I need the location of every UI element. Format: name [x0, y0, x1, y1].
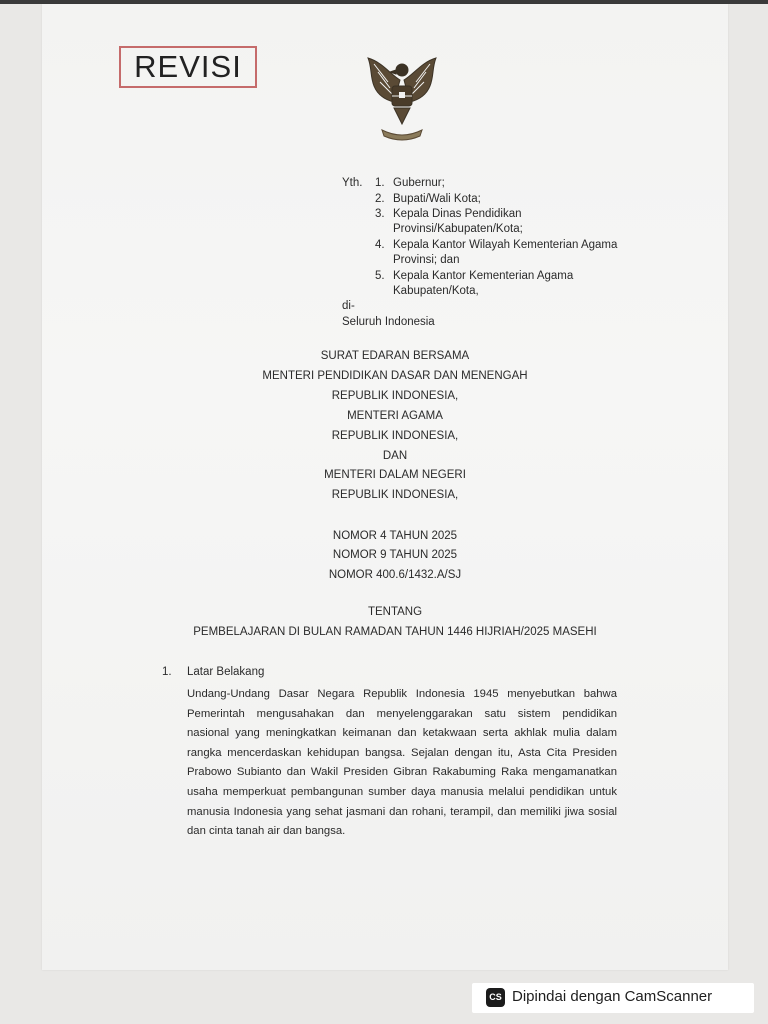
addressee-line: Gubernur;: [393, 177, 445, 189]
location-prefix: di-: [342, 300, 355, 312]
addressee-num: 1.: [375, 177, 385, 189]
body-line: Prabowo Subianto dan Wakil Presiden Gibran Rakabuming Raka mengamanatkan: [187, 766, 617, 779]
heading-line: REPUBLIK INDONESIA,: [331, 390, 459, 402]
decree-number: NOMOR 4 TAHUN 2025: [332, 530, 458, 542]
heading-line: MENTERI DALAM NEGERI: [324, 469, 466, 481]
revisi-stamp: REVISI: [119, 46, 257, 88]
body-line: dan cinta tanah air dan bangsa.: [187, 825, 346, 838]
body-line: usaha memperkuat pembangunan sumber daya manusia melalui pendidikan untuk: [187, 785, 617, 798]
addressee-num: 2.: [375, 193, 385, 205]
addressee-line: Provinsi; dan: [393, 254, 460, 266]
camscanner-label: Dipindai dengan CamScanner: [512, 988, 713, 1005]
addressee-line: Provinsi/Kabupaten/Kota;: [393, 223, 523, 235]
section-body: [187, 685, 617, 842]
addressee-line: Kepala Kantor Kementerian Agama: [393, 270, 574, 282]
body-line: manusia Indonesia yang sehat jasmani dan rohani, terampil, dan memiliki jiwa sosial: [187, 805, 617, 818]
heading-line: REPUBLIK INDONESIA,: [331, 430, 459, 442]
addressee-num: 3.: [375, 208, 385, 220]
decree-number: NOMOR 9 TAHUN 2025: [332, 549, 458, 561]
heading-line: MENTERI PENDIDIKAN DASAR DAN MENENGAH: [262, 370, 528, 382]
section-title: Latar Belakang: [187, 666, 265, 678]
heading-line: SURAT EDARAN BERSAMA: [320, 350, 470, 362]
section-number: 1.: [162, 666, 172, 678]
addressee-line: Bupati/Wali Kota;: [393, 193, 481, 205]
garuda-emblem-icon: [360, 52, 444, 144]
addressee-line: Kepala Dinas Pendidikan: [393, 208, 522, 220]
about-label: TENTANG: [367, 606, 423, 618]
body-line: rangka mencerdaskan kehidupan bangsa. Sejalan dengan itu, Asta Cita Presiden: [187, 746, 617, 759]
body-line: Pemerintah mengusahakan dan menyelenggarakan satu sistem pendidikan: [187, 707, 617, 720]
addressee-line: Kepala Kantor Wilayah Kementerian Agama: [393, 239, 618, 251]
body-line: nasional yang meningkatkan keimanan dan ketakwaan serta akhlak mulia dalam: [187, 727, 617, 740]
body-line: Undang-Undang Dasar Negara Republik Indonesia 1945 menyebutkan bahwa: [187, 688, 617, 700]
addressee-line: Kabupaten/Kota,: [393, 285, 479, 297]
heading-line: DAN: [382, 450, 408, 462]
decree-number: NOMOR 400.6/1432.A/SJ: [328, 569, 462, 581]
addressee-prefix: Yth.: [342, 177, 363, 189]
addressee-num: 5.: [375, 270, 385, 282]
location: Seluruh Indonesia: [342, 316, 435, 328]
heading-line: REPUBLIK INDONESIA,: [331, 489, 459, 501]
heading-line: MENTERI AGAMA: [347, 410, 443, 422]
camscanner-logo-icon: CS: [486, 988, 505, 1007]
addressee-num: 4.: [375, 239, 385, 251]
subject-title: PEMBELAJARAN DI BULAN RAMADAN TAHUN 1446 HIJRIAH/2025 MASEHI: [193, 626, 597, 638]
